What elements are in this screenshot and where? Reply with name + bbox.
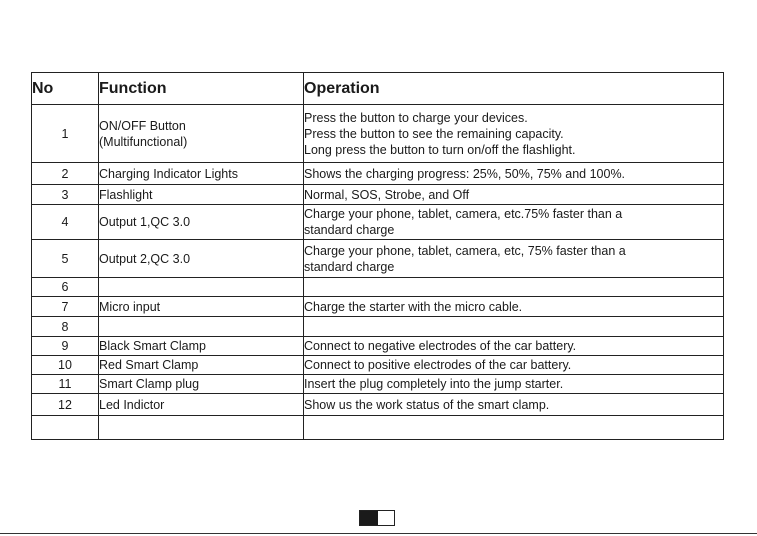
- function-cell: [99, 297, 304, 317]
- row-number: 3: [32, 185, 99, 205]
- table-row: [32, 416, 724, 440]
- operation-cell: [304, 278, 724, 297]
- function-cell: [99, 394, 304, 416]
- row-number: 6: [32, 278, 99, 297]
- page-marker-filled: [360, 511, 378, 525]
- operation-line: Charge the starter with the micro cable.: [304, 299, 523, 314]
- function-cell: [99, 105, 304, 163]
- function-line: Flashlight: [99, 187, 153, 202]
- function-cell: [99, 317, 304, 337]
- row-number: 11: [32, 375, 99, 394]
- function-cell: [99, 337, 304, 356]
- function-cell: [99, 240, 304, 278]
- function-line: Black Smart Clamp: [99, 339, 206, 353]
- table-row: [32, 205, 724, 240]
- function-line: Output 2,QC 3.0: [99, 251, 191, 266]
- operation-cell: [304, 297, 724, 317]
- operation-cell: [304, 163, 724, 185]
- function-cell: [99, 205, 304, 240]
- row-number: 12: [32, 394, 99, 416]
- header-no: No: [32, 73, 99, 105]
- row-number: 5: [32, 240, 99, 278]
- function-cell: [99, 375, 304, 394]
- table-row: [32, 394, 724, 416]
- operation-cell: [304, 185, 724, 205]
- bottom-rule: [0, 533, 757, 534]
- operation-cell: [304, 375, 724, 394]
- operation-cell: [304, 105, 724, 163]
- operation-line: Show us the work status of the smart clamp.: [304, 397, 550, 412]
- row-number: 8: [32, 317, 99, 337]
- function-line: ON/OFF Button: [99, 118, 186, 133]
- function-line: Micro input: [99, 299, 161, 314]
- table-header-row: [32, 73, 724, 105]
- operation-cell: [304, 240, 724, 278]
- table-row: [32, 297, 724, 317]
- function-cell: [99, 163, 304, 185]
- header-operation: Operation: [304, 73, 724, 105]
- operation-cell: [304, 356, 724, 375]
- operation-cell: [304, 394, 724, 416]
- operation-line: Connect to negative electrodes of the car battery.: [304, 339, 577, 353]
- operation-line: standard charge: [304, 259, 395, 274]
- table-row: [32, 375, 724, 394]
- operation-line: Long press the button to turn on/off the flashlight.: [304, 142, 576, 157]
- table-row: [32, 356, 724, 375]
- operation-line: Press the button to see the remaining capacity.: [304, 126, 564, 141]
- function-line: Output 1,QC 3.0: [99, 215, 191, 229]
- function-cell: [99, 416, 304, 440]
- function-line: (Multifunctional): [99, 134, 188, 149]
- table-row: [32, 185, 724, 205]
- operation-line: Connect to positive electrodes of the car battery.: [304, 358, 572, 372]
- function-operation-table: [31, 72, 724, 440]
- table-row: [32, 337, 724, 356]
- operation-line: Shows the charging progress: 25%, 50%, 75% and 100%.: [304, 166, 626, 181]
- table-row: [32, 278, 724, 297]
- operation-line: Normal, SOS, Strobe, and Off: [304, 187, 470, 202]
- operation-cell: [304, 205, 724, 240]
- row-number: 1: [32, 105, 99, 163]
- function-line: Led Indictor: [99, 397, 165, 412]
- operation-line: Press the button to charge your devices.: [304, 110, 528, 125]
- page-marker: [359, 510, 395, 526]
- table-row: [32, 105, 724, 163]
- operation-line: Insert the plug completely into the jump starter.: [304, 377, 564, 391]
- row-number: 2: [32, 163, 99, 185]
- operation-cell: [304, 337, 724, 356]
- operation-line: Charge your phone, tablet, camera, etc.75% faster than a: [304, 207, 623, 221]
- operation-line: standard charge: [304, 223, 395, 237]
- row-number: 4: [32, 205, 99, 240]
- row-number: [32, 416, 99, 440]
- table-row: [32, 163, 724, 185]
- row-number: 9: [32, 337, 99, 356]
- header-function: Function: [99, 73, 304, 105]
- row-number: 7: [32, 297, 99, 317]
- table-row: [32, 240, 724, 278]
- table-row: [32, 317, 724, 337]
- function-line: Charging Indicator Lights: [99, 166, 238, 181]
- row-number: 10: [32, 356, 99, 375]
- function-cell: [99, 356, 304, 375]
- function-line: Smart Clamp plug: [99, 377, 200, 391]
- operation-cell: [304, 317, 724, 337]
- function-line: Red Smart Clamp: [99, 358, 199, 372]
- operation-line: Charge your phone, tablet, camera, etc, 75% faster than a: [304, 243, 626, 258]
- operation-cell: [304, 416, 724, 440]
- function-cell: [99, 185, 304, 205]
- function-cell: [99, 278, 304, 297]
